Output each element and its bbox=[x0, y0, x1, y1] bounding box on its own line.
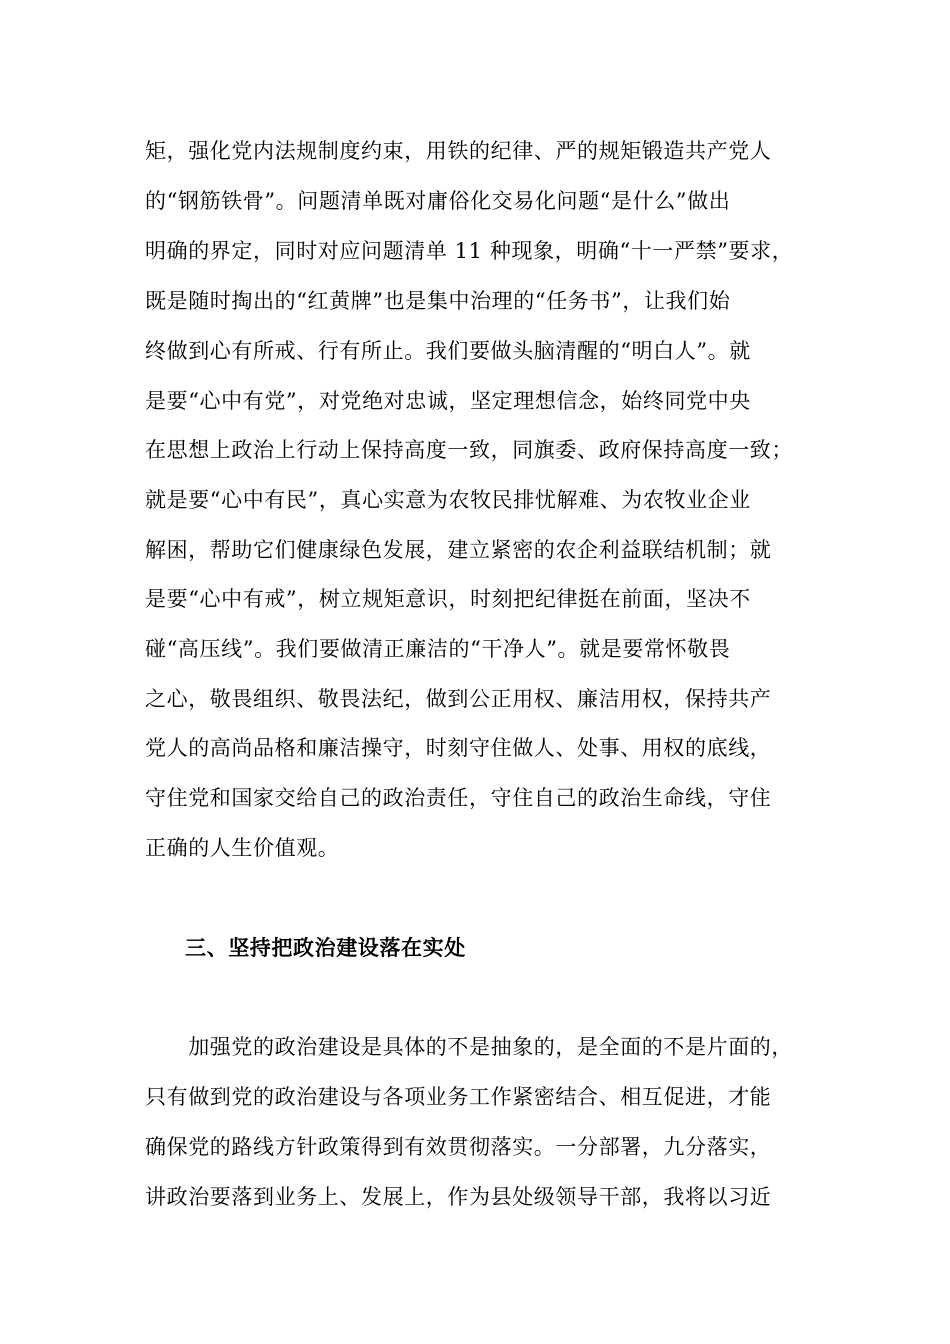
text-line: 终做到心有所戒、行有所止。我们要做头脑清醒的“明白人”。就 bbox=[145, 339, 751, 363]
text-line: 加强党的政治建设是具体的不是抽象的，是全面的不是片面的， bbox=[145, 1035, 793, 1059]
section-heading: 三、坚持把政治建设落在实处 bbox=[185, 935, 466, 960]
text-line: 守住党和国家交给自己的政治责任，守住自己的政治生命线，守住 bbox=[145, 786, 772, 810]
text-line: 是要“心中有党”，对党绝对忠诚，坚定理想信念，始终同党中央 bbox=[145, 389, 751, 413]
text-line: 确保党的路线方针政策得到有效贯彻落实。一分部署，九分落实， bbox=[145, 1135, 772, 1159]
text-line: 既是随时掏出的“红黄牌”也是集中治理的“任务书”，让我们始 bbox=[145, 289, 731, 313]
text-line: 之心，敬畏组织、敬畏法纪，做到公正用权、廉洁用权，保持共产 bbox=[145, 687, 772, 711]
text-line: 解困，帮助它们健康绿色发展，建立紧密的农企利益联结机制；就 bbox=[145, 538, 772, 562]
text-line: 只有做到党的政治建设与各项业务工作紧密结合、相互促进，才能 bbox=[145, 1085, 772, 1109]
text-line: 就是要“心中有民”，真心实意为农牧民排忧解难、为农牧业企业 bbox=[145, 488, 751, 512]
text-line: 碰“高压线”。我们要做清正廉洁的“干净人”。就是要常怀敬畏 bbox=[145, 637, 731, 661]
text-line: 讲政治要落到业务上、发展上，作为县处级领导干部，我将以习近 bbox=[145, 1185, 772, 1209]
text-line: 在思想上政治上行动上保持高度一致，同旗委、政府保持高度一致； bbox=[145, 438, 793, 462]
text-line: 矩，强化党内法规制度约束，用铁的纪律、严的规矩锻造共产党人 bbox=[145, 139, 772, 163]
text-line: 明确的界定，同时对应问题清单 11 种现象，明确“十一严禁”要求， bbox=[145, 239, 794, 263]
text-line: 是要“心中有戒”，树立规矩意识，时刻把纪律挺在前面，坚决不 bbox=[145, 587, 751, 611]
text-line: 的“钢筋铁骨”。问题清单既对庸俗化交易化问题“是什么”做出 bbox=[145, 189, 731, 213]
text-line: 党人的高尚品格和廉洁操守，时刻守住做人、处事、用权的底线， bbox=[145, 736, 772, 760]
text-line: 正确的人生价值观。 bbox=[145, 836, 340, 860]
